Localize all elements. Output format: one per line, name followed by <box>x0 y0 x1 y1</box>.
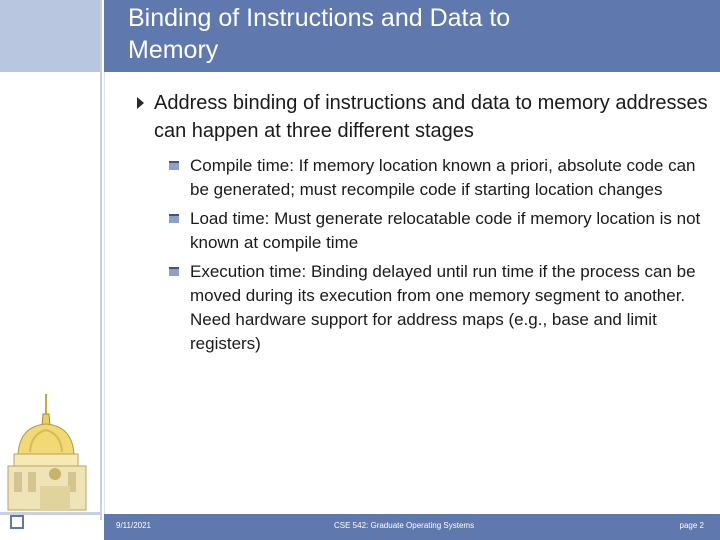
slide-title-line-1: Binding of Instructions and Data to <box>128 4 511 32</box>
sidebar-divider <box>100 0 102 520</box>
corner-square-icon <box>10 515 24 529</box>
footer-course: CSE 542: Graduate Operating Systems <box>334 521 475 530</box>
triangle-right-icon <box>137 97 144 109</box>
square-bullet-icon <box>169 214 179 223</box>
sub-bullet-text: Compile time: If memory location known a priori, absolute code can be generated; must recompile code if starting location changes <box>190 156 696 199</box>
golden-dome-icon <box>0 392 100 512</box>
slide-title-line-2: Memory <box>128 36 219 64</box>
slide-body <box>134 89 709 361</box>
left-top-block <box>0 0 100 72</box>
main-bullet-text: Address binding of instructions and data to memory addresses can happen at three different stages <box>154 92 708 142</box>
sub-bullet-load-time <box>190 207 709 255</box>
footer-date: 9/11/2021 <box>116 521 151 530</box>
sub-bullet-text: Load time: Must generate relocatable code if memory location is not known at compile time <box>190 209 701 252</box>
sub-bullet-list <box>134 154 709 356</box>
square-bullet-icon <box>169 267 179 276</box>
footer-bar <box>104 514 720 540</box>
sub-bullet-execution-time <box>190 260 709 356</box>
footer-page-number: page 2 <box>679 521 704 530</box>
sub-bullet-compile-time <box>190 154 709 202</box>
square-bullet-icon <box>169 161 179 170</box>
slide-title <box>128 2 708 66</box>
main-bullet <box>134 89 709 145</box>
sub-bullet-text: Execution time: Binding delayed until run time if the process can be moved during its execution from one memory segment to another. Need hardware support for address maps (e.g., base and limit registers) <box>190 262 696 353</box>
sidebar-divider-thin <box>104 0 105 520</box>
